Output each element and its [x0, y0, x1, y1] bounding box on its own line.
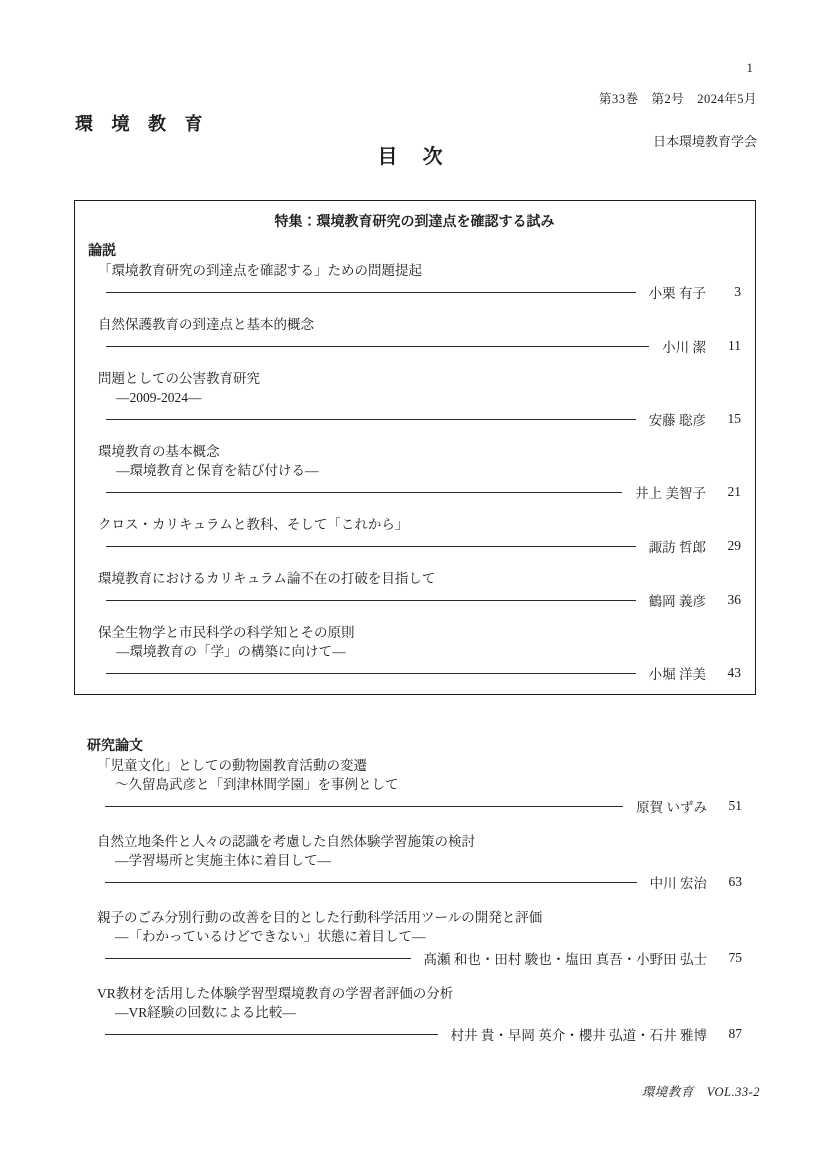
toc-entry — [88, 369, 741, 429]
category-heading-ronsetsu: 論説 — [88, 244, 116, 259]
leader-line — [105, 1034, 438, 1035]
toc-entry — [88, 442, 741, 502]
toc-entry — [88, 261, 741, 302]
entry-author-row — [105, 796, 742, 816]
entry-author-row — [106, 482, 741, 502]
entry-title: 自然立地条件と人々の認識を考慮した自然体験学習施策の検討 — [97, 834, 475, 849]
toc-title: 目 次 — [377, 146, 453, 168]
category-heading-kenkyu-ronbun: 研究論文 — [87, 739, 143, 754]
entry-subtitle: ～久留島武彦と「到津林間学園」を事例として — [115, 777, 399, 792]
entry-title: クロス・カリキュラムと教科、そして「これから」 — [98, 517, 409, 532]
special-feature-heading: 特集：環境教育研究の到達点を確認する試み — [274, 215, 555, 230]
leader-line — [106, 492, 622, 493]
entry-author-row — [106, 336, 741, 356]
entry-page-number: 43 — [727, 665, 741, 680]
leader-line — [105, 882, 637, 883]
entry-page-number: 21 — [727, 484, 741, 499]
entry-authors: 中川 宏治 — [649, 876, 707, 891]
issue-info: 第33巻 第2号 2024年5月 — [598, 92, 757, 106]
entry-author-row — [105, 1024, 742, 1044]
entry-page-number: 51 — [728, 798, 742, 813]
entry-title: 「環境教育研究の到達点を確認する」ための問題提起 — [98, 263, 422, 278]
leader-line — [105, 806, 623, 807]
leader-line — [105, 958, 411, 959]
toc-entry — [87, 984, 742, 1044]
entry-subtitle: —学習場所と実施主体に着目して— — [115, 853, 331, 868]
toc-entry — [87, 756, 742, 816]
society-name: 日本環境教育学会 — [652, 134, 757, 149]
entry-author-row — [106, 536, 741, 556]
leader-line — [106, 673, 636, 674]
entry-title: 問題としての公害教育研究 — [98, 371, 260, 386]
entry-authors: 原賀 いずみ — [636, 800, 707, 815]
entry-subtitle: —環境教育と保育を結び付ける— — [116, 463, 319, 478]
entry-page-number: 87 — [728, 1026, 742, 1041]
entry-page-number: 15 — [727, 411, 741, 426]
entry-author-row — [106, 663, 741, 683]
entry-title: 環境教育におけるカリキュラム論不在の打破を目指して — [98, 571, 436, 586]
entry-author-row — [105, 948, 742, 968]
entry-subtitle: —「わかっているけどできない」状態に着目して— — [115, 929, 426, 944]
entry-authors: 鶴岡 義彦 — [648, 594, 706, 609]
entry-page-number: 36 — [727, 592, 741, 607]
toc-entry — [88, 623, 741, 683]
toc-entry — [87, 908, 742, 968]
entry-authors: 小川 潔 — [662, 340, 706, 355]
entry-title: 親子のごみ分別行動の改善を目的とした行動科学活用ツールの開発と評価 — [97, 910, 543, 925]
toc-entry — [88, 569, 741, 610]
entry-author-row — [106, 282, 741, 302]
leader-line — [106, 419, 636, 420]
toc-entry — [88, 315, 741, 356]
entry-author-row — [106, 409, 741, 429]
entry-title: 保全生物学と市民科学の科学知とその原則 — [98, 625, 355, 640]
toc-entry — [88, 515, 741, 556]
entry-authors: 井上 美智子 — [635, 486, 706, 501]
entry-subtitle: —VR経験の回数による比較— — [115, 1005, 296, 1020]
entry-subtitle: —環境教育の「学」の構築に向けて— — [116, 644, 346, 659]
journal-title: 環 境 教 育 — [75, 114, 210, 134]
toc-entry — [87, 832, 742, 892]
entry-page-number: 63 — [728, 874, 742, 889]
entry-subtitle: —2009-2024— — [116, 390, 202, 405]
research-papers-section — [74, 737, 756, 1044]
entry-authors: 小堀 洋美 — [648, 667, 706, 682]
entry-page-number: 75 — [728, 950, 742, 965]
entry-authors: 髙瀬 和也・田村 駿也・塩田 真吾・小野田 弘士 — [423, 952, 707, 967]
special-feature-box — [74, 200, 756, 695]
entry-authors: 小栗 有子 — [648, 286, 706, 301]
entry-authors: 安藤 聡彦 — [648, 413, 706, 428]
leader-line — [106, 546, 636, 547]
entry-page-number: 3 — [734, 284, 741, 299]
page-number: 1 — [746, 60, 753, 75]
entry-authors: 諏訪 哲郎 — [648, 540, 706, 555]
entry-page-number: 11 — [728, 338, 741, 353]
entry-title: 「児童文化」としての動物園教育活動の変遷 — [97, 758, 367, 773]
entry-author-row — [105, 872, 742, 892]
entry-title: VR教材を活用した体験学習型環境教育の学習者評価の分析 — [97, 986, 454, 1001]
footer-journal-volume: 環境教育 VOL.33-2 — [641, 1085, 760, 1099]
entry-title: 環境教育の基本概念 — [98, 444, 220, 459]
entry-title: 自然保護教育の到達点と基本的概念 — [98, 317, 314, 332]
leader-line — [106, 292, 636, 293]
entry-authors: 村井 貴・早岡 英介・櫻井 弘道・石井 雅博 — [450, 1028, 707, 1043]
entry-author-row — [106, 590, 741, 610]
entry-page-number: 29 — [727, 538, 741, 553]
leader-line — [106, 600, 636, 601]
leader-line — [106, 346, 649, 347]
